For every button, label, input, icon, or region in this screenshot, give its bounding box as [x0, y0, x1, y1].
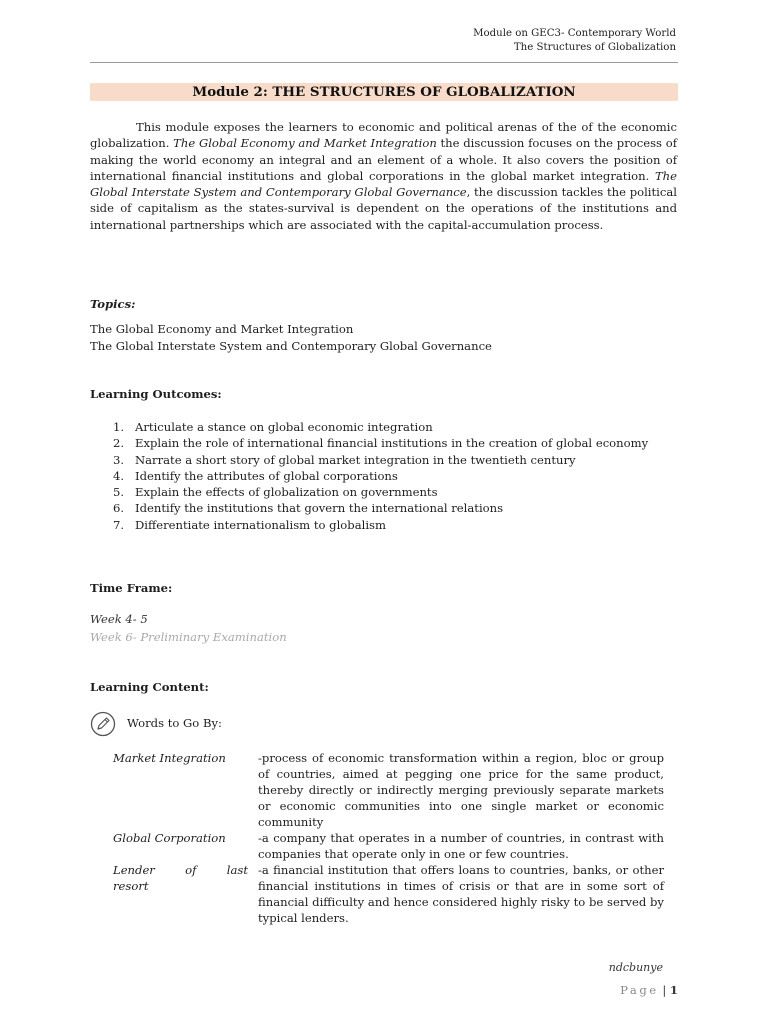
outcome-item [90, 452, 677, 468]
definition-term-continued: resort [113, 879, 149, 893]
definition-row [113, 862, 665, 926]
page-word: Page [620, 983, 659, 997]
outcome-text: Narrate a short story of global market integration in the twentieth century [135, 452, 576, 467]
outcome-number: 2. [113, 436, 125, 451]
time-frame-week-4-5: Week 4- 5 [90, 612, 148, 626]
outcome-text: Articulate a stance on global economic integration [135, 420, 433, 434]
definition-row [113, 830, 665, 862]
header-course: Module on GEC3- Contemporary World [473, 28, 676, 39]
author-signature: ndcbunye [608, 961, 663, 974]
outcome-item [90, 484, 677, 500]
outcome-text: Differentiate internationalism to globalism [135, 517, 386, 532]
definition-term: Market Integration [113, 751, 226, 765]
definition-term: Global Corporation [113, 831, 226, 845]
outcome-number: 1. [113, 420, 125, 434]
outcome-number: 6. [113, 501, 125, 516]
header-divider [90, 62, 678, 63]
intro-italic-2: The Global Interstate System and Contemporary Global Governance [90, 168, 677, 200]
time-frame-week-6: Week 6- Preliminary Examination [90, 630, 287, 644]
intro-text-1: This module exposes the learners to economic and political arenas of the of the economic globalization. [90, 120, 677, 151]
outcome-number: 7. [113, 517, 125, 532]
definition-term-block [113, 862, 248, 926]
definitions-table [113, 750, 665, 926]
time-frame-heading: Time Frame: [90, 581, 173, 595]
outcome-item [90, 517, 677, 533]
definition-text: -process of economic transformation within a region, bloc or group of countries, aimed at pegging one price for the same product, thereby directly or indirectly merging previously separate markets or economic communities into one single market or economic community [258, 751, 664, 829]
definition-term: Lender of last [113, 863, 248, 877]
page-header [473, 27, 676, 55]
definition-text: -a company that operates in a number of countries, in contrast with companies that operate only in one or few countries. [258, 831, 664, 861]
page-number: 1 [669, 983, 678, 997]
outcome-number: 5. [113, 485, 125, 500]
intro-text-2: the discussion focuses on the process of making the world economy an integral and an element of a whole. It also covers the position of international financial institutions and global corporations in the global market integration. [90, 136, 677, 183]
outcome-item [90, 435, 677, 451]
learning-outcomes-list [90, 419, 677, 533]
page-footer [620, 983, 678, 997]
learning-content-heading: Learning Content: [90, 680, 209, 694]
outcome-item [90, 419, 677, 435]
words-to-go-by-label: Words to Go By: [127, 716, 222, 730]
module-title: Module 2: THE STRUCTURES OF GLOBALIZATION [90, 83, 678, 101]
outcome-item [90, 468, 677, 484]
intro-italic-1: The Global Economy and Market Integration [173, 136, 437, 151]
intro-text-3: , the discussion tackles the political side of capitalism as the states-survival is dependent on the operations of the institutions and international partnerships which are associated with the capital-accumulation process. [90, 185, 677, 232]
outcome-text: Explain the role of international financial institutions in the creation of global economy [135, 436, 649, 451]
pencil-icon [90, 711, 116, 737]
header-subtitle: The Structures of Globalization [513, 42, 676, 53]
page-separator: | [658, 983, 670, 997]
learning-outcomes-heading: Learning Outcomes: [90, 387, 222, 401]
intro-paragraph [90, 119, 677, 233]
outcome-item [90, 500, 677, 516]
outcome-text: Identify the institutions that govern the international relations [135, 501, 504, 516]
outcome-text: Explain the effects of globalization on governments [135, 485, 438, 500]
topics-heading: Topics: [90, 297, 136, 311]
definition-row [113, 750, 665, 830]
outcome-number: 4. [113, 468, 125, 483]
definition-text: -a financial institution that offers loans to countries, banks, or other financial institutions in times of crisis or that are in some sort of financial difficulty and hence considered highly risky to be served by typical lenders. [258, 863, 664, 925]
topic-item: The Global Economy and Market Integration [90, 322, 354, 336]
outcome-number: 3. [113, 452, 125, 467]
topic-item: The Global Interstate System and Contemporary Global Governance [90, 339, 492, 353]
outcome-text: Identify the attributes of global corporations [135, 468, 398, 483]
topics-list [90, 321, 677, 355]
